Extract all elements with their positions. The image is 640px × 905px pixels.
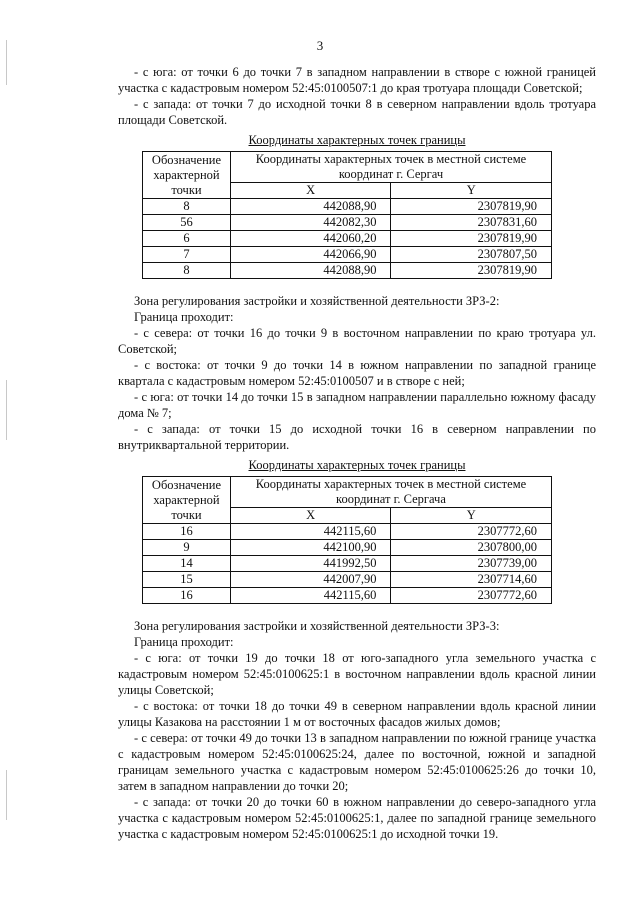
- zone2-intro: Граница проходит:: [134, 310, 234, 324]
- table1-coordinates: [142, 151, 552, 279]
- table2-cell-x: 442115,60: [230, 524, 391, 540]
- table-row: [143, 263, 552, 279]
- zone3-north-line: - с севера: от точки 49 до точки 13 в западном направлении по южной границе участка с кадастровым номером 52:45:0100625:24, далее по восточной, южной и западной границам земельного участка с кадастровым номером 52:45:0100625:26 до точки 10, затем в западном направлении до точки 20;: [118, 731, 596, 793]
- table2-cell-x: 442115,60: [230, 588, 391, 604]
- table2-cell-point: 15: [143, 572, 231, 588]
- zone2-south-line: - с юга: от точки 14 до точки 15 в западном направлении параллельно южному фасаду дома № 7;: [118, 390, 596, 420]
- table1-cell-x: 442088,90: [230, 263, 391, 279]
- table1-header-point: Обозначение характерной точки: [143, 152, 231, 199]
- zone3-intro: Граница проходит:: [134, 635, 234, 649]
- table-row: [143, 524, 552, 540]
- table2-cell-x: 442100,90: [230, 540, 391, 556]
- table-row: [143, 247, 552, 263]
- table2-cell-y: 2307772,60: [391, 524, 552, 540]
- table2-cell-y: 2307800,00: [391, 540, 552, 556]
- table2-cell-y: 2307772,60: [391, 588, 552, 604]
- table1-cell-y: 2307831,60: [391, 215, 552, 231]
- table1-cell-x: 442060,20: [230, 231, 391, 247]
- zone2-title: Зона регулирования застройки и хозяйственной деятельности ЗРЗ-2:: [134, 294, 500, 308]
- table-row: [143, 540, 552, 556]
- table-row: [143, 231, 552, 247]
- table1-caption: Координаты характерных точек границы: [248, 133, 466, 147]
- page-number: 3: [316, 38, 324, 53]
- table2-cell-point: 16: [143, 524, 231, 540]
- zone2-north-line: - с севера: от точки 16 до точки 9 в восточном направлении по краю тротуара ул. Советской;: [118, 326, 596, 356]
- table1-cell-x: 442066,90: [230, 247, 391, 263]
- table1-cell-y: 2307819,90: [391, 263, 552, 279]
- table1-cell-x: 442082,30: [230, 215, 391, 231]
- table2-cell-y: 2307739,00: [391, 556, 552, 572]
- table-row: [143, 572, 552, 588]
- table1-header-y: Y: [391, 183, 552, 199]
- zone3-title: Зона регулирования застройки и хозяйственной деятельности ЗРЗ-3:: [134, 619, 500, 633]
- table2-header-x: X: [230, 508, 391, 524]
- table1-cell-y: 2307819,90: [391, 231, 552, 247]
- table-row: [143, 199, 552, 215]
- table2-cell-point: 14: [143, 556, 231, 572]
- zone2-east-line: - с востока: от точки 9 до точки 14 в южном направлении по западной границе квартала с кадастровым номером 52:45:0100507 и в створе с ней;: [118, 358, 596, 388]
- table2-cell-x: 442007,90: [230, 572, 391, 588]
- table1-cell-point: 6: [143, 231, 231, 247]
- table2-cell-point: 16: [143, 588, 231, 604]
- zone2-west-line: - с запада: от точки 15 до исходной точки 16 в северном направлении по внутриквартальной территории.: [118, 422, 596, 452]
- zone3-south-line: - с юга: от точки 19 до точки 18 от юго-западного угла земельного участка с кадастровым номером 52:45:0100625:1 в восточном направлении вдоль красной линии улицы Советской;: [118, 651, 596, 697]
- zone1-west-line: - с запада: от точки 7 до исходной точки 8 в северном направлении вдоль тротуара площади Советской.: [118, 97, 596, 127]
- table1-cell-point: 8: [143, 263, 231, 279]
- table2-cell-y: 2307714,60: [391, 572, 552, 588]
- table2-cell-point: 9: [143, 540, 231, 556]
- table1-cell-point: 8: [143, 199, 231, 215]
- table-row: [143, 556, 552, 572]
- table2-cell-x: 441992,50: [230, 556, 391, 572]
- table1-cell-y: 2307807,50: [391, 247, 552, 263]
- table2-caption: Координаты характерных точек границы: [248, 458, 466, 472]
- document-body: [118, 64, 596, 842]
- table1-cell-point: 7: [143, 247, 231, 263]
- table2-header-y: Y: [391, 508, 552, 524]
- table1-cell-y: 2307819,90: [391, 199, 552, 215]
- table-row: [143, 588, 552, 604]
- scan-edge-line-mid: [6, 380, 7, 440]
- table-row: [143, 215, 552, 231]
- table2-coordinates: [142, 476, 552, 604]
- table1-header-coords: Координаты характерных точек в местной системе координат г. Сергач: [230, 152, 551, 183]
- scan-edge-line-bottom: [6, 770, 7, 820]
- table2-header-point: Обозначение характерной точки: [143, 477, 231, 524]
- table1-header-x: X: [230, 183, 391, 199]
- zone1-south-line: - с юга: от точки 6 до точки 7 в западном направлении в створе с южной границей участка с кадастровым номером 52:45:0100507:1 до края тротуара площади Советской;: [118, 65, 596, 95]
- table1-cell-point: 56: [143, 215, 231, 231]
- table2-header-coords: Координаты характерных точек в местной системе координат г. Сергача: [230, 477, 551, 508]
- zone3-east-line: - с востока: от точки 18 до точки 49 в северном направлении вдоль красной линии улицы Казакова на расстоянии 1 м от восточных фасадов жилых домов;: [118, 699, 596, 729]
- table1-cell-x: 442088,90: [230, 199, 391, 215]
- zone3-west-line: - с запада: от точки 20 до точки 60 в южном направлении до северо-западного угла участка с кадастровым номером 52:45:0100625:1, далее по западной границе земельного участка с кадастровым номером 52:45:0100625:1 до исходной точки 19.: [118, 795, 596, 841]
